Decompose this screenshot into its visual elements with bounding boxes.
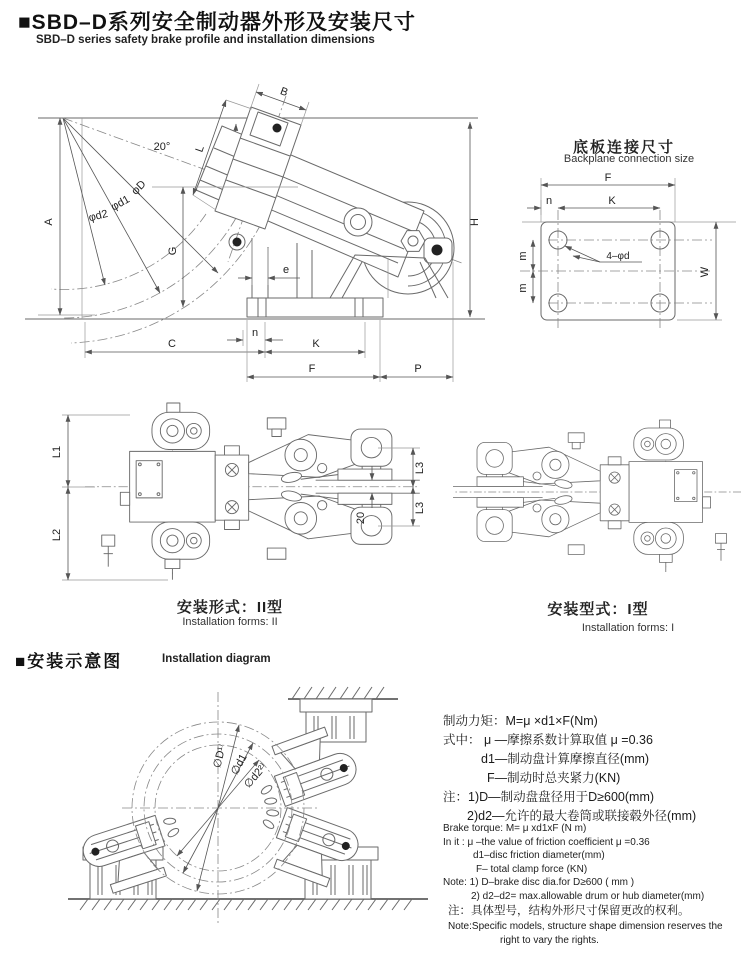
form-ii-label-L1: L1 — [51, 445, 63, 459]
form-ii-label-L3-bottom: L3 — [414, 501, 426, 515]
form-ii-brake — [85, 403, 420, 580]
formula-cn-line2: 式中： μ —摩擦系数计算取值 μ =0.36 — [443, 733, 653, 747]
dim-label-20deg: 20° — [153, 141, 171, 153]
formula-en-line6: 2) d2–d2= max.allowable drum or hub diameter(mm) — [471, 890, 705, 902]
backplane-title: 底板连接尺寸 — [572, 139, 675, 156]
install-section-title: ■安装示意图 — [15, 652, 123, 671]
note-en-line2: right to vary the rights. — [500, 934, 599, 946]
form-ii-label-L2: L2 — [51, 528, 63, 542]
formula-en-line3: d1–disc friction diameter(mm) — [473, 850, 605, 861]
formula-cn-line3: d1—制动盘计算摩擦直径(mm) — [481, 752, 650, 766]
dim-label-F: F — [308, 363, 316, 375]
install-section-subtitle: Installation diagram — [162, 653, 271, 665]
bp-label-m-bottom: m — [517, 283, 529, 293]
note-cn: 注：具体型号，结构外形尺寸保留更改的权利。 — [448, 905, 690, 917]
dim-label-K: K — [312, 338, 320, 350]
dim-label-phid1: φd1 — [109, 193, 132, 214]
formula-cn-line4: F—制动时总夹紧力(KN) — [487, 771, 621, 785]
formula-en-line2: In it : μ –the value of friction coefficient μ =0.36 — [443, 836, 650, 848]
form-i-caption-cn: 安装型式：I型 — [547, 601, 649, 618]
bp-label-holes: 4–φd — [606, 251, 630, 262]
bp-label-F: F — [604, 172, 612, 184]
dim-label-phid2: φd2 — [87, 207, 110, 225]
page-subtitle: SBD–D series safety brake profile and installation dimensions — [36, 34, 375, 46]
installation-diagram — [55, 675, 435, 945]
formula-en-line4: F– total clamp force (KN) — [476, 863, 588, 875]
backplane-drawing — [515, 170, 741, 360]
dim-label-n: n — [251, 327, 259, 339]
dim-label-G: G — [167, 246, 179, 256]
formula-cn-line1: 制动力矩：M=μ ×d1×F(Nm) — [443, 714, 598, 728]
form-i-drawing — [448, 402, 741, 592]
form-i-caption-en: Installation forms: I — [581, 622, 675, 634]
bp-label-W: W — [699, 266, 711, 278]
bp-label-n: n — [545, 195, 553, 207]
install-label-D: ∅D¹⁾ — [211, 743, 229, 770]
dim-label-H: H — [469, 218, 481, 226]
note-block — [448, 903, 723, 947]
form-ii-caption-cn: 安装形式：II型 — [176, 599, 284, 616]
form-ii-label-gap20: 20 — [355, 511, 367, 525]
dim-label-P: P — [414, 363, 422, 375]
bp-label-m-top: m — [517, 251, 529, 261]
dim-label-phiD: φD — [129, 178, 149, 198]
dim-label-A: A — [43, 218, 55, 226]
bp-label-K: K — [608, 195, 616, 207]
note-en-line1: Note:Specific models, structure shape dimension reserves the — [448, 921, 723, 932]
page-title: ■SBD–D系列安全制动器外形及安装尺寸 — [18, 11, 416, 34]
formula-block-en — [443, 822, 704, 903]
install-label-d2: ∅d2²⁾ — [241, 761, 270, 791]
dim-label-L: L — [193, 144, 207, 154]
dim-label-e: e — [282, 264, 290, 276]
formula-en-line1: Brake torque: M= μ xd1xF (N m) — [443, 823, 587, 834]
form-ii-label-L3-top: L3 — [414, 461, 426, 475]
formula-en-line5: Note: 1) D–brake disc dia.for D≥600 ( mm ) — [443, 877, 635, 888]
formula-cn-line5: 注：1)D—制动盘盘径用于D≥600(mm) — [443, 790, 655, 804]
form-ii-drawing — [40, 400, 440, 598]
install-label-d1: ∅d1 — [228, 752, 250, 778]
form-i-brake — [453, 420, 741, 572]
form-ii-caption-en: Installation forms: II — [182, 616, 278, 628]
formula-cn-line6: 2)d2—允许的最大卷筒或联接毂外径(mm) — [467, 809, 697, 823]
dim-label-B: B — [278, 85, 290, 100]
formula-block-cn — [443, 712, 696, 826]
main-profile-drawing — [20, 80, 510, 400]
backplane-subtitle: Backplane connection size — [563, 153, 695, 165]
dim-label-C: C — [168, 338, 176, 350]
